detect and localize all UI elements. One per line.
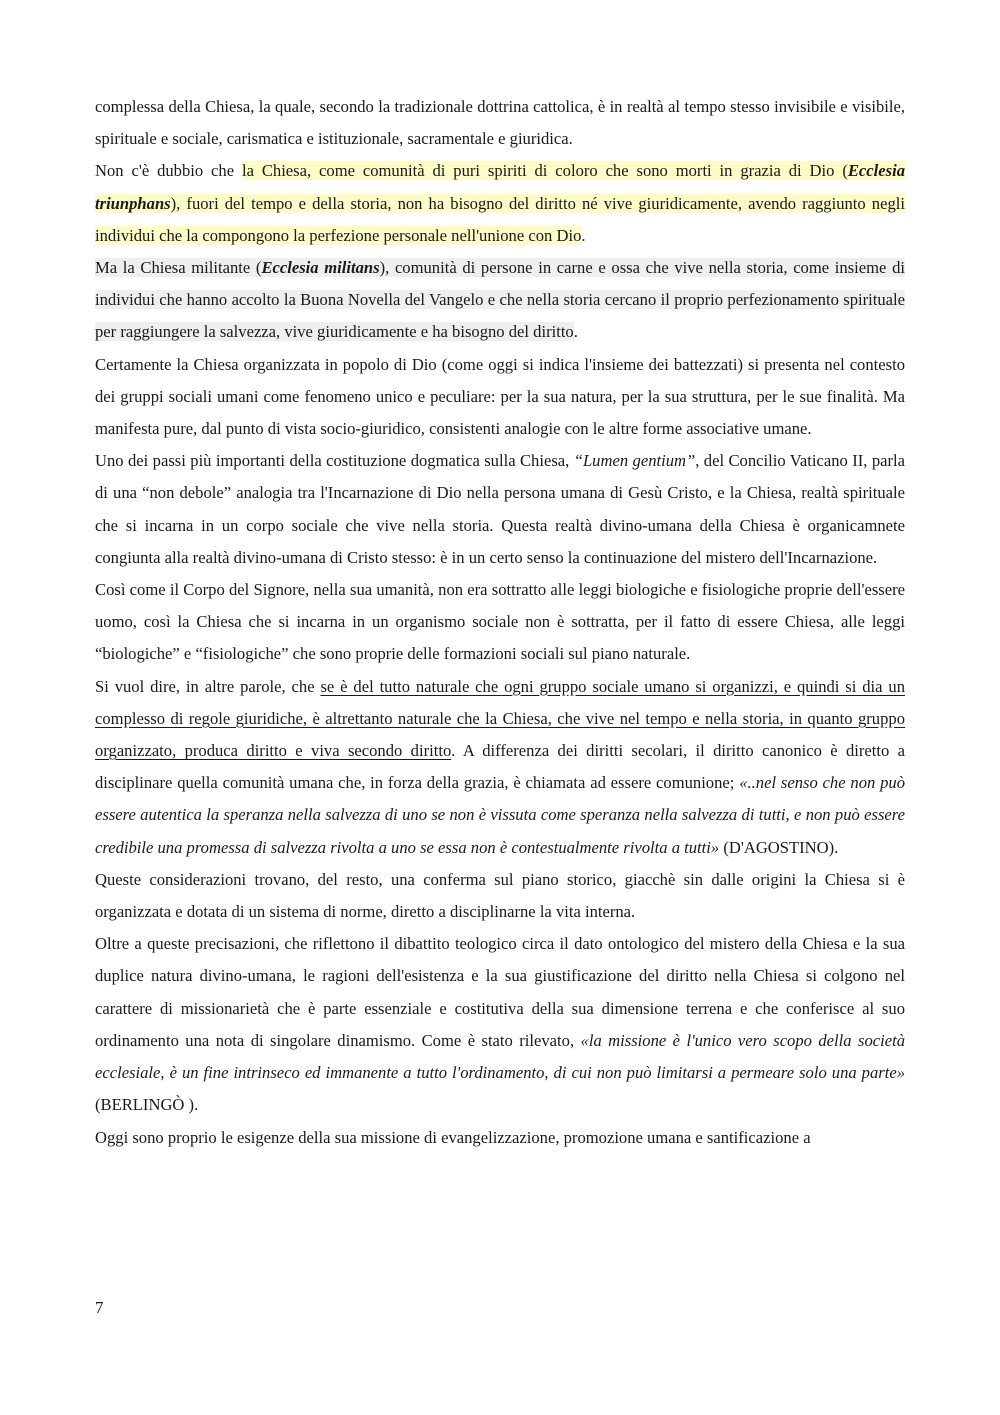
underlined-passage: se è del tutto naturale che ogni gruppo sociale umano si organizzi, e quindi si dia un complesso di regole giuridiche, è altrettanto naturale che la Chiesa, che vive nel tempo e nella storia, in quanto gruppo organizzato, produca diritto e viva secondo diritto <box>95 676 905 761</box>
quote-berlingo: «la missione è l'unico vero scopo della società ecclesiale, è un fine intrinseco ed immanente a tutto l'ordinamento, di cui non può limitarsi a permeare solo una parte» <box>95 1030 905 1083</box>
paragraph-10: Oggi sono proprio le esigenze della sua missione di evangelizzazione, promozione umana e santificazione a <box>95 1127 811 1147</box>
paragraph-7: Si vuol dire, in altre parole, che se è del tutto naturale che ogni gruppo sociale umano si organizzi, e quindi si dia un complesso di regole giuridiche, è altrettanto naturale che la Chiesa, che vive nel tempo e nella storia, in quanto gruppo organizzato, produca diritto e viva secondo diritto. A differenza dei diritti secolari, il diritto canonico è diretto a disciplinare quella comunità umana che, in forza della grazia, è chiamata ad essere comunione; «..nel senso che non può essere autentica la speranza nella salvezza di uno se non è vissuta come speranza nella salvezza di tutti, e non può essere credibile una promessa di salvezza rivolta a uno se essa non è contestualmente rivolta a tutti» (D'AGOSTINO). <box>95 676 905 857</box>
quote-dagostino: «..nel senso che non può essere autentica la speranza nella salvezza di uno se non è vissuta come speranza nella salvezza di tutti, e non può essere credibile una promessa di salvezza rivolta a uno se essa non è contestualmente rivolta a tutti» <box>95 773 905 857</box>
term-ecclesia-militans: Ecclesia militans <box>261 258 380 278</box>
paragraph-6: Così come il Corpo del Signore, nella sua umanità, non era sottratto alle leggi biologiche e fisiologiche proprie dell'essere uomo, così la Chiesa che si incarna in un organismo sociale non è sottratta, per il fatto di essere Chiesa, alle leggi “biologiche” e “fisiologiche” che sono proprie delle formazioni sociali sul piano naturale. <box>95 580 905 664</box>
grey-highlight: Ma la Chiesa militante (Ecclesia militans), comunità di persone in carne e ossa che vive nella storia, come insieme di individui che hanno accolto la Buona Novella del Vangelo e che nella storia cercano il proprio perfezionamento spirituale per raggiungere la salvezza, vive giuridicamente e ha bisogno del diritto <box>95 258 905 342</box>
document-body <box>95 91 905 1154</box>
paragraph-9: Oltre a queste precisazioni, che riflettono il dibattito teologico circa il dato ontologico del mistero della Chiesa e la sua duplice natura divino-umana, le ragioni dell'esistenza e la sua giustificazione del diritto nella Chiesa si colgono nel carattere di missionarietà che è parte essenziale e costitutiva della sua dimensione terrena e che conferisce al suo ordinamento una nota di singolare dinamismo. Come è stato rilevato, «la missione è l'unico vero scopo della società ecclesiale, è un fine intrinseco ed immanente a tutto l'ordinamento, di cui non può limitarsi a permeare solo una parte» (BERLINGÒ ). <box>95 934 905 1115</box>
paragraph-3: Ma la Chiesa militante (Ecclesia militans), comunità di persone in carne e ossa che vive nella storia, come insieme di individui che hanno accolto la Buona Novella del Vangelo e che nella storia cercano il proprio perfezionamento spirituale per raggiungere la salvezza, vive giuridicamente e ha bisogno del diritto. <box>95 258 905 342</box>
paragraph-8: Queste considerazioni trovano, del resto, una conferma sul piano storico, giacchè sin dalle origini la Chiesa si è organizzata e dotata di un sistema di norme, diretto a disciplinarne la vita interna. <box>95 869 905 922</box>
paragraph-1: complessa della Chiesa, la quale, secondo la tradizionale dottrina cattolica, è in realtà al tempo stesso invisibile e visibile, spirituale e sociale, carismatica e istituzionale, sacramentale e giuridica. <box>95 97 905 149</box>
page-number: 7 <box>95 1298 104 1317</box>
title-lumen-gentium: “Lumen gentium” <box>573 451 696 471</box>
paragraph-2: Non c'è dubbio che la Chiesa, come comunità di puri spiriti di coloro che sono morti in grazia di Dio (Ecclesia triunphans), fuori del tempo e della storia, non ha bisogno del diritto né vive giuridicamente, avendo raggiunto negli individui che la compongono la perfezione personale nell'unione con Dio. <box>95 161 905 245</box>
term-ecclesia-triunphans: Ecclesia triunphans <box>95 161 905 213</box>
paragraph-4: Certamente la Chiesa organizzata in popolo di Dio (come oggi si indica l'insieme dei battezzati) si presenta nel contesto dei gruppi sociali umani come fenomeno unico e peculiare: per la sua natura, per la sua struttura, per le sue finalità. Ma manifesta pure, dal punto di vista socio-giuridico, consistenti analogie con le altre forme associative umane. <box>95 354 905 439</box>
yellow-highlight: la Chiesa, come comunità di puri spiriti di coloro che sono morti in grazia di Dio (Ecclesia triunphans), fuori del tempo e della storia, non ha bisogno del diritto né vive giuridicamente, avendo raggiunto negli individui che la compongono la perfezione personale nell'unione con Dio <box>95 161 905 245</box>
paragraph-5: Uno dei passi più importanti della costituzione dogmatica sulla Chiesa, “Lumen gentium”, del Concilio Vaticano II, parla di una “non debole” analogia tra l'Incarnazione di Dio nella persona umana di Gesù Cristo, e la Chiesa, realtà spirituale che si incarna in un corpo sociale che vive nella storia. Questa realtà divino-umana della Chiesa è organicamnete congiunta alla realtà divino-umana di Cristo stesso: è in un certo senso la continuazione del mistero dell'Incarnazione. <box>95 451 905 567</box>
